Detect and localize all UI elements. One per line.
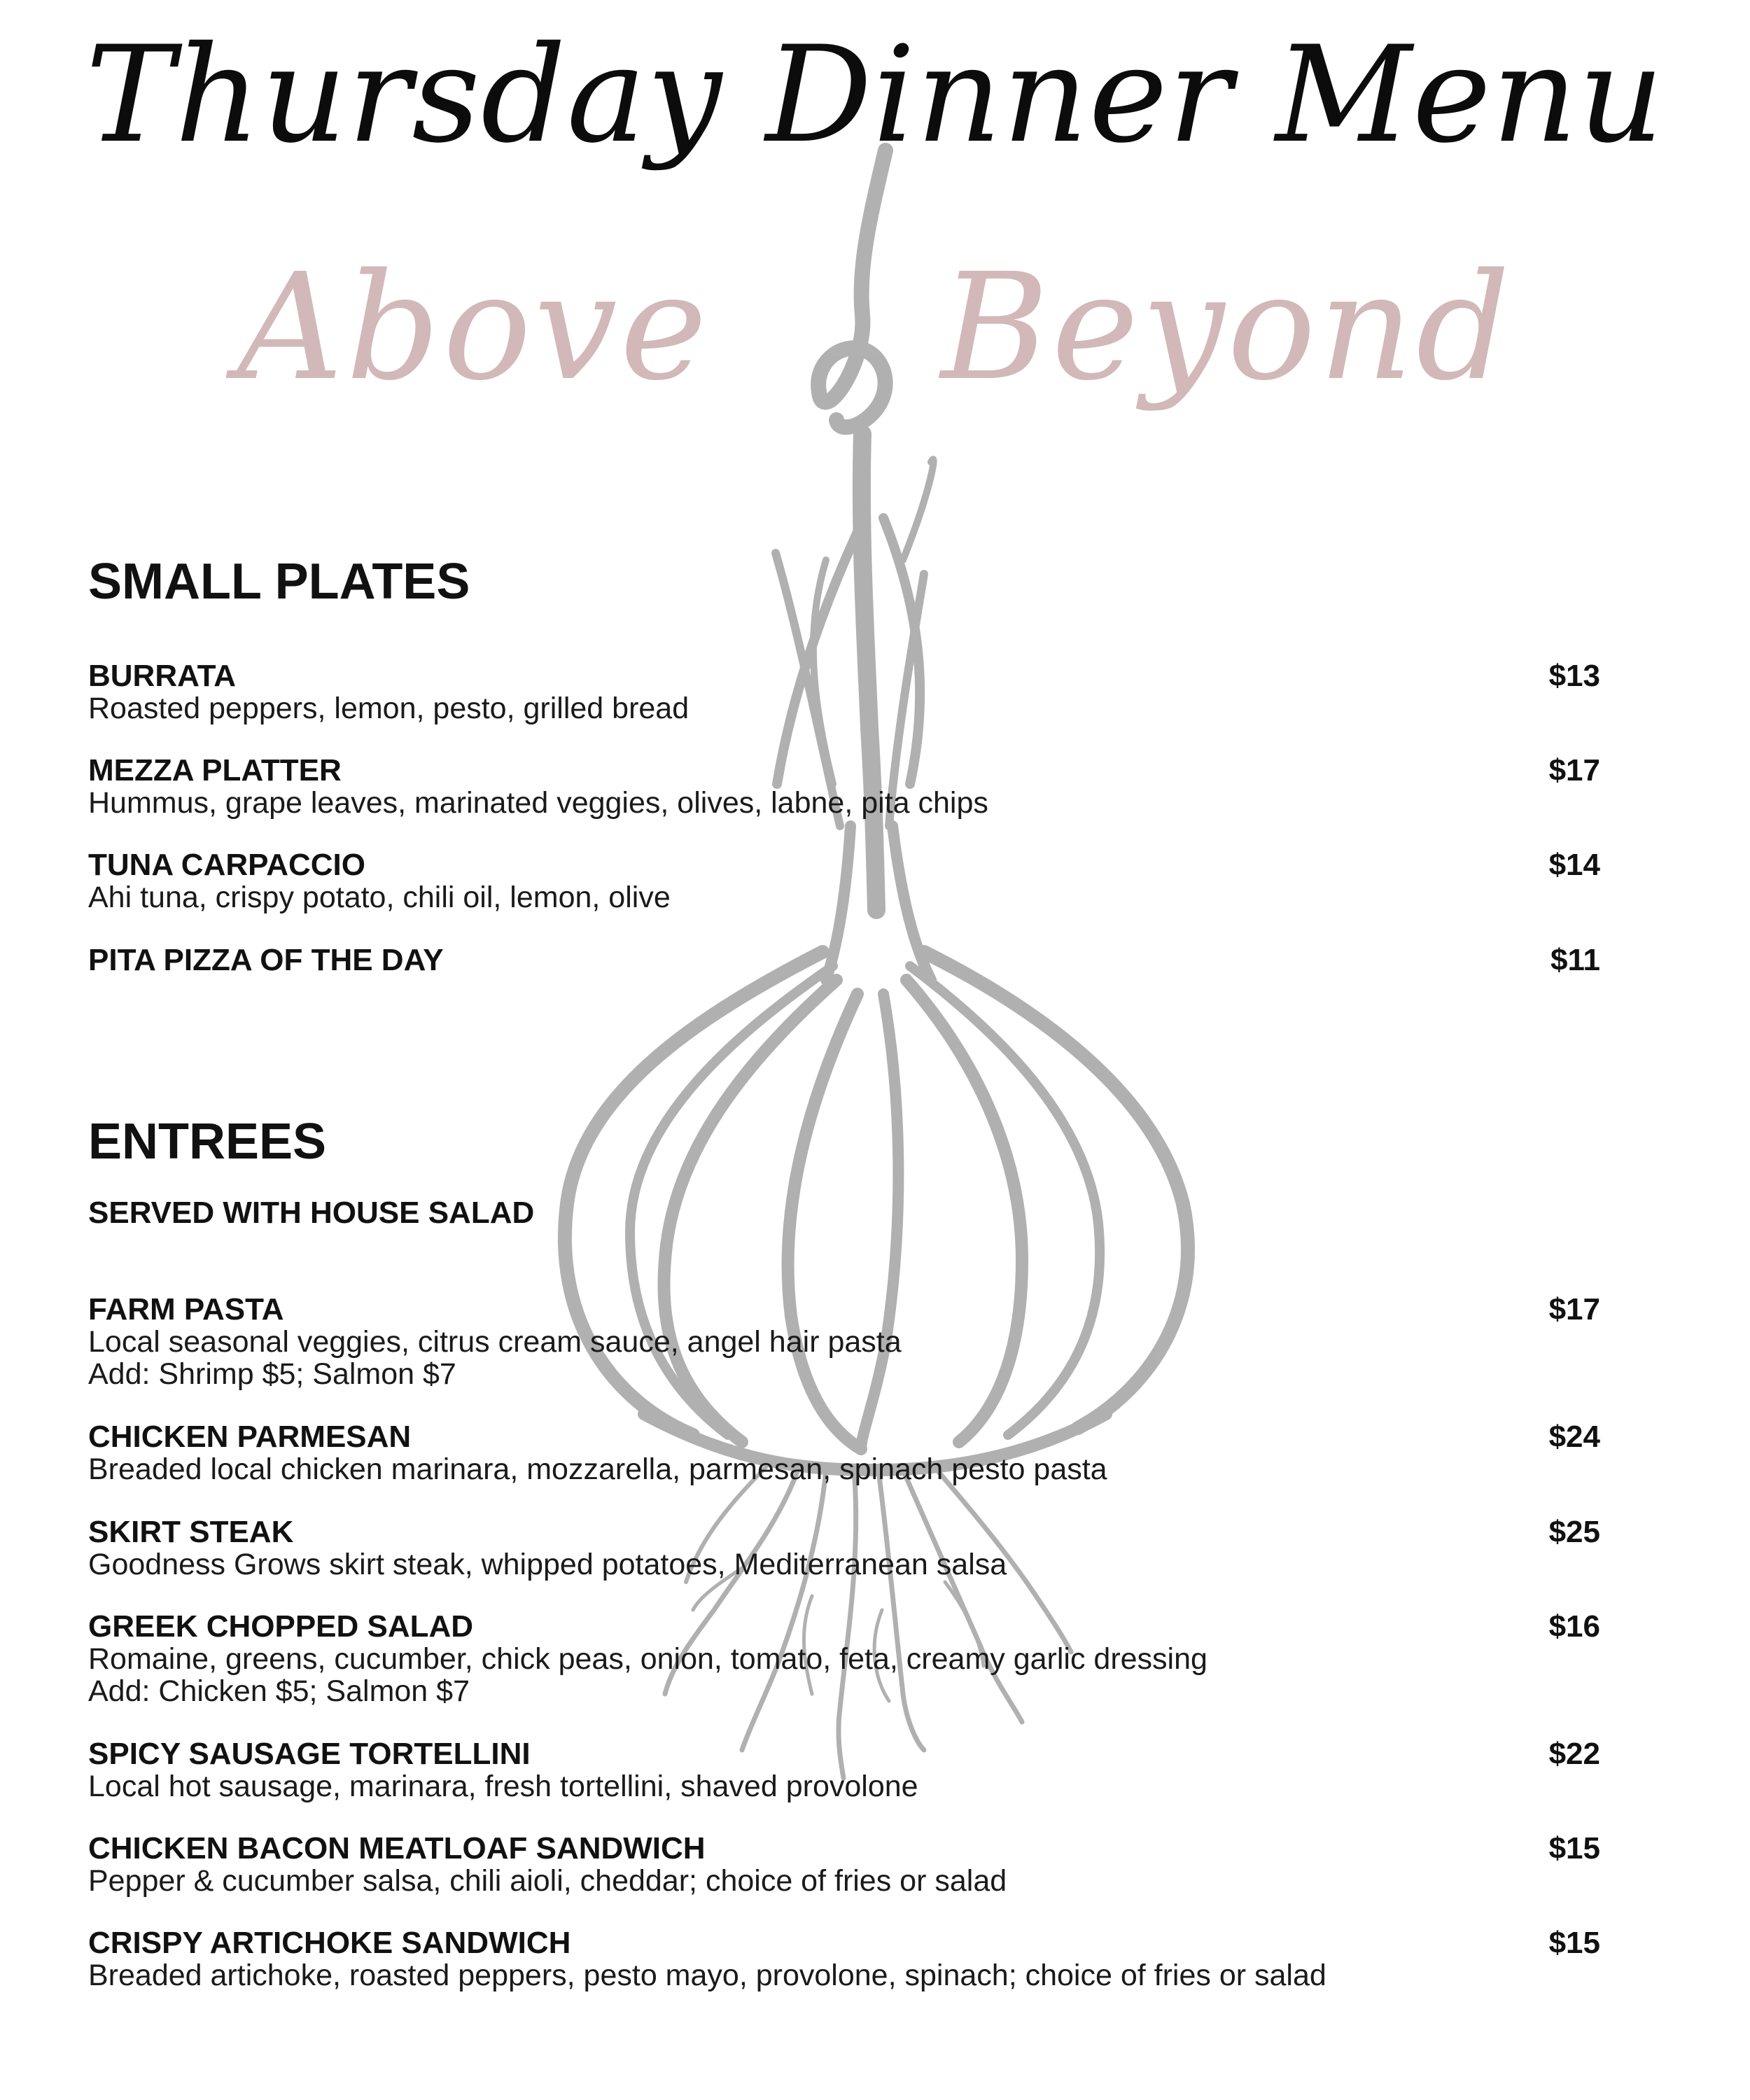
item-name: BURRATA: [88, 659, 236, 693]
item-price: $15: [1548, 1831, 1600, 1865]
item-name: MEZZA PLATTER: [88, 753, 342, 788]
item-name: CRISPY ARTICHOKE SANDWICH: [88, 1926, 571, 1960]
item-price: $15: [1548, 1926, 1600, 1960]
item-price: $17: [1548, 753, 1600, 788]
menu-item-spicy-sausage-tortellini: [88, 1738, 1600, 1802]
item-addon: Add: Chicken $5; Salmon $7: [88, 1674, 470, 1708]
menu-item-greek-chopped-salad: [88, 1611, 1600, 1707]
item-description: Local seasonal veggies, citrus cream sauce, angel hair pasta: [88, 1325, 902, 1359]
item-description: Breaded local chicken marinara, mozzarella, parmesan, spinach pesto pasta: [88, 1452, 1107, 1486]
section-heading-small-plates: SMALL PLATES: [88, 554, 470, 610]
item-price: $14: [1548, 848, 1600, 882]
item-description: Local hot sausage, marinara, fresh tortellini, shaved provolone: [88, 1770, 918, 1803]
item-price: $16: [1548, 1609, 1600, 1644]
item-name: SPICY SAUSAGE TORTELLINI: [88, 1737, 531, 1771]
item-name: FARM PASTA: [88, 1292, 284, 1326]
menu-item-tuna-carpaccio: [88, 849, 1600, 913]
entrees-subheading: SERVED WITH HOUSE SALAD: [88, 1196, 535, 1230]
item-name: CHICKEN BACON MEATLOAF SANDWICH: [88, 1831, 706, 1865]
restaurant-name: [0, 241, 1750, 413]
item-price: $13: [1548, 659, 1600, 693]
item-price: $24: [1548, 1420, 1600, 1454]
item-description: Romaine, greens, cucumber, chick peas, onion, tomato, feta, creamy garlic dressing: [88, 1642, 1208, 1676]
menu-title: Thursday Dinner Menu: [85, 18, 1665, 172]
item-name: GREEK CHOPPED SALAD: [88, 1609, 474, 1644]
section-heading-entrees: ENTREES: [88, 1114, 327, 1170]
menu-item-burrata: [88, 660, 1600, 724]
restaurant-name-word-1: Above: [237, 241, 710, 413]
item-price: $17: [1548, 1292, 1600, 1326]
item-price: $22: [1548, 1737, 1600, 1771]
menu-item-chicken-bacon-meatloaf-sandwich: [88, 1833, 1600, 1897]
item-description: Pepper & cucumber salsa, chili aioli, cheddar; choice of fries or salad: [88, 1864, 1007, 1898]
item-description: Breaded artichoke, roasted peppers, pesto mayo, provolone, spinach; choice of fries or salad: [88, 1959, 1326, 1992]
menu-item-mezza-platter: [88, 755, 1600, 819]
menu-item-pita-pizza: [88, 944, 1600, 976]
menu-item-chicken-parmesan: [88, 1421, 1600, 1485]
item-name: SKIRT STEAK: [88, 1515, 294, 1549]
menu-item-farm-pasta: [88, 1294, 1600, 1390]
item-price: $25: [1548, 1515, 1600, 1549]
item-description: Ahi tuna, crispy potato, chili oil, lemon, olive: [88, 881, 671, 914]
restaurant-name-word-2: Beyond: [941, 241, 1513, 413]
item-description: Hummus, grape leaves, marinated veggies, olives, labne, pita chips: [88, 786, 988, 820]
item-description: Goodness Grows skirt steak, whipped potatoes, Mediterranean salsa: [88, 1548, 1007, 1581]
item-description: Roasted peppers, lemon, pesto, grilled bread: [88, 692, 690, 725]
item-name: CHICKEN PARMESAN: [88, 1420, 412, 1454]
item-name: PITA PIZZA OF THE DAY: [88, 943, 444, 977]
item-name: TUNA CARPACCIO: [88, 848, 365, 882]
menu-item-skirt-steak: [88, 1516, 1600, 1581]
item-price: $11: [1550, 943, 1600, 977]
item-addon: Add: Shrimp $5; Salmon $7: [88, 1357, 456, 1391]
menu-item-crispy-artichoke-sandwich: [88, 1927, 1600, 1991]
